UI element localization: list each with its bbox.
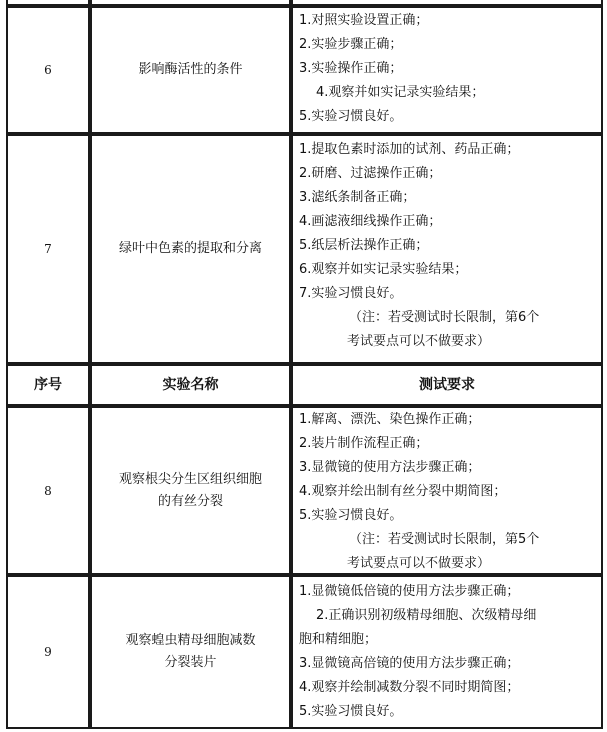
- row-9-seq: [8, 577, 88, 727]
- row-8-name-line2: 的有丝分裂: [157, 493, 223, 509]
- header-req: 测试要求: [419, 377, 475, 393]
- row-6-seq: [8, 8, 88, 132]
- row-8-req-cell: [293, 408, 601, 573]
- row-9-req-line: 1.显微镜低倍镜的使用方法步骤正确；: [299, 584, 520, 599]
- row-8-seq: [8, 408, 88, 573]
- row-6-name: 影响酶活性的条件: [138, 62, 243, 77]
- row-8-note-line: （注：若受测试时长限制，第5个: [349, 532, 540, 547]
- row-9-name-line2: 分裂装片: [164, 655, 217, 670]
- row-8-req-line: 2.装片制作流程正确；: [299, 436, 429, 451]
- row-7-seq: [8, 136, 88, 362]
- row-8-num: 8: [44, 483, 52, 498]
- row-8-req-line: 3.显微镜的使用方法步骤正确；: [299, 460, 481, 475]
- prev-row-req-cell: [293, 0, 601, 4]
- row-7-num: 7: [44, 242, 52, 256]
- row-9-name-cell: [92, 577, 289, 727]
- row-6-req-cell: [293, 8, 601, 132]
- header-name-cell: [92, 366, 289, 404]
- row-7-req-cell: [293, 136, 601, 362]
- row-8-name-line1: 观察根尖分生区组织细胞: [118, 471, 262, 487]
- row-9-req-line: 3.显微镜高倍镜的使用方法步骤正确；: [299, 656, 520, 671]
- row-9-req-line: 4.观察并绘制减数分裂不同时期简图；: [299, 680, 520, 695]
- row-7-req-line: 6.观察并如实记录实验结果；: [299, 262, 468, 277]
- row-9-num: 9: [44, 645, 52, 659]
- row-6-req-line: 5.实验习惯良好。: [299, 109, 403, 124]
- row-9-req-line: 5.实验习惯良好。: [299, 704, 403, 719]
- prev-row-name-cell: [92, 0, 289, 4]
- row-7-note-line: 考试要点可以不做要求）: [347, 334, 491, 349]
- row-9-req-line: 胞和精细胞；: [299, 632, 378, 647]
- row-8-name-cell: [92, 408, 289, 573]
- row-8-req-line: 5.实验习惯良好。: [299, 508, 403, 523]
- row-9-req-line: 2.正确识别初级精母细胞、次级精母细: [316, 608, 537, 623]
- row-6-req-line: 4.观察并如实记录实验结果；: [316, 85, 485, 100]
- row-7-note-line: （注：若受测试时长限制，第6个: [349, 310, 540, 325]
- row-9-name-line1: 观察蝗虫精母细胞减数: [125, 633, 256, 648]
- row-6-req-line: 2.实验步骤正确；: [299, 37, 403, 52]
- row-8-req-line: 1.解离、漂洗、染色操作正确；: [299, 412, 481, 427]
- row-7-req-line: 5.纸层析法操作正确；: [299, 238, 429, 253]
- row-7-req-line: 2.研磨、过滤操作正确；: [299, 166, 442, 181]
- header-name: 实验名称: [162, 377, 219, 393]
- row-9-req-cell: [293, 577, 601, 727]
- row-7-req-line: 4.画滤液细线操作正确；: [299, 214, 442, 229]
- prev-row-seq-cell: [8, 0, 88, 4]
- row-6-req-line: 3.实验操作正确；: [299, 61, 403, 76]
- row-7-req-line: 1.提取色素时添加的试剂、药品正确；: [299, 142, 520, 157]
- row-7-req-line: 3.滤纸条制备正确；: [299, 190, 416, 205]
- experiment-table: [6, 0, 603, 729]
- header-seq-cell: [8, 366, 88, 404]
- header-seq: 序号: [34, 377, 62, 393]
- row-7-name: 绿叶中色素的提取和分离: [118, 241, 262, 256]
- row-6-num: 6: [44, 63, 52, 77]
- row-6-req-line: 1.对照实验设置正确；: [299, 13, 429, 28]
- row-7-req-line: 7.实验习惯良好。: [299, 286, 403, 301]
- row-6-name-cell: [92, 8, 289, 132]
- row-8-req-line: 4.观察并绘出制有丝分裂中期简图；: [299, 484, 507, 499]
- row-8-note-line: 考试要点可以不做要求）: [347, 556, 491, 571]
- row-7-name-cell: [92, 136, 289, 362]
- header-req-cell: [293, 366, 601, 404]
